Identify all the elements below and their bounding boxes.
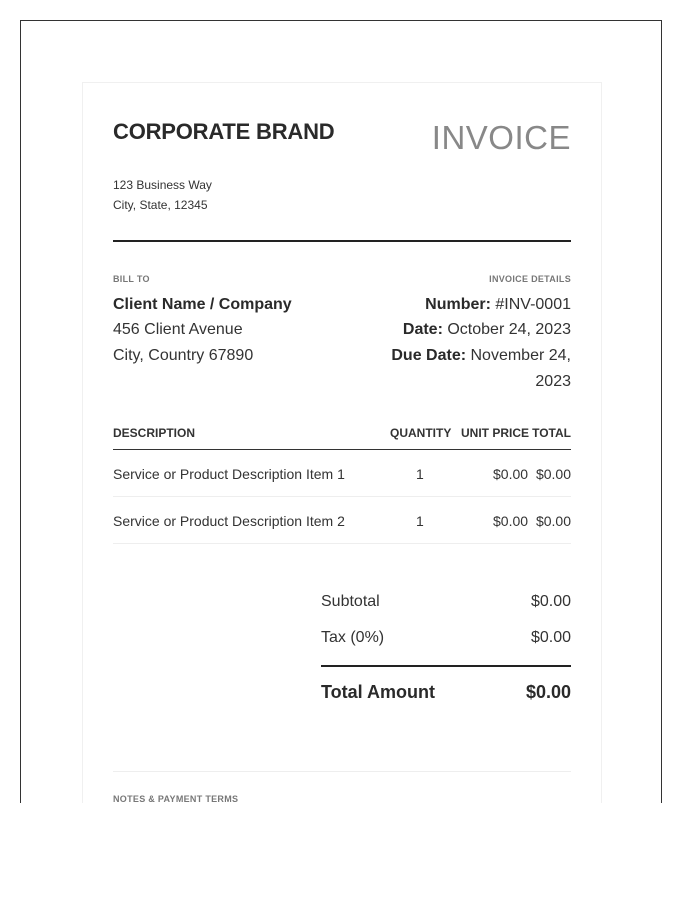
invoice-date [403, 321, 571, 339]
company-name: CORPORATE BRAND [113, 119, 335, 144]
tax-value: $0.00 [530, 629, 571, 646]
row-quantity: 1 [416, 466, 424, 482]
invoice-title: INVOICE [431, 119, 571, 156]
invoice-number-value: #INV-0001 [495, 296, 571, 313]
total-amount-label: Total Amount [321, 682, 435, 702]
invoice-due-date-year: 2023 [535, 373, 571, 390]
row-quantity: 1 [416, 513, 424, 529]
row-unit-price: $0.00 [493, 513, 529, 529]
invoice-due-date-value: November 24, [470, 347, 571, 364]
subtotal-value: $0.00 [530, 593, 571, 610]
table-header-divider [113, 449, 571, 450]
invoice-due-date [391, 347, 571, 365]
column-header-total: TOTAL [532, 426, 571, 440]
column-header-quantity: QUANTITY [390, 426, 452, 440]
row-unit-price: $0.00 [493, 466, 529, 482]
row-total: $0.00 [535, 466, 571, 482]
client-name: Client Name / Company [113, 296, 292, 313]
invoice-number [425, 296, 571, 314]
row-description: Service or Product Description Item 1 [113, 466, 345, 482]
client-address-line2: City, Country 67890 [113, 347, 254, 364]
company-address-line1: 123 Business Way [113, 178, 212, 192]
notes-divider [113, 771, 571, 772]
total-divider [321, 665, 571, 667]
total-amount-value: $0.00 [525, 682, 571, 702]
page-frame [20, 20, 662, 803]
column-header-description: DESCRIPTION [113, 426, 196, 440]
row-total: $0.00 [535, 513, 571, 529]
invoice-sheet [82, 82, 602, 803]
column-header-unit-price: UNIT PRICE [461, 426, 530, 440]
tax-label: Tax (0%) [321, 629, 385, 646]
invoice-date-label: Date: [402, 321, 443, 338]
invoice-due-date-label: Due Date: [391, 347, 467, 364]
invoice-number-label: Number: [425, 296, 491, 313]
header-divider [113, 240, 571, 242]
bill-to-label: BILL TO [113, 274, 150, 284]
company-address-line2: City, State, 12345 [113, 198, 208, 212]
client-address-line1: 456 Client Avenue [113, 321, 243, 338]
notes-label: NOTES & PAYMENT TERMS [113, 794, 239, 803]
row-divider [113, 496, 571, 497]
row-description: Service or Product Description Item 2 [113, 513, 345, 529]
subtotal-label: Subtotal [321, 593, 380, 610]
invoice-date-value: October 24, 2023 [447, 321, 571, 338]
invoice-details-label: INVOICE DETAILS [489, 274, 571, 284]
row-divider [113, 543, 571, 544]
